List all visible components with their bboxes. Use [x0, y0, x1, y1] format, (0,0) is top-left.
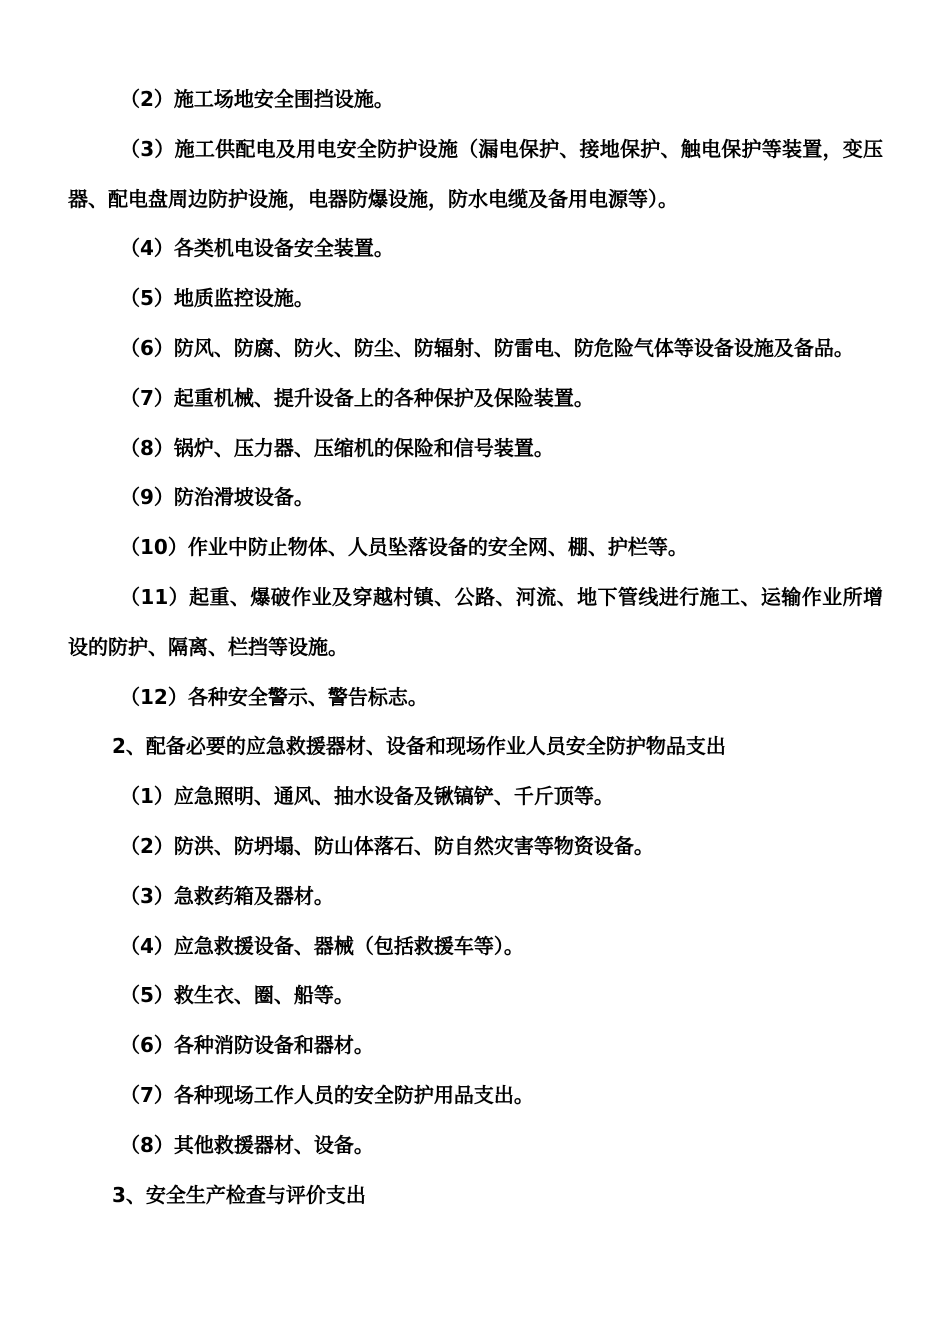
paragraph-subitem-6: （6）各种消防设备和器材。 — [120, 1033, 374, 1058]
paragraph-item-2: （2）施工场地安全围挡设施。 — [120, 87, 394, 111]
paragraph-subitem-1: （1）应急照明、通风、抽水设备及锹镐铲、千斤顶等。 — [120, 784, 614, 809]
document-body — [68, 75, 883, 1220]
paragraph-subitem-3: （3）急救药箱及器材。 — [120, 883, 334, 908]
paragraph-item-8: （8）锅炉、压力器、压缩机的保险和信号装置。 — [120, 435, 554, 460]
paragraph-item-10: （10）作业中防止物体、人员坠落设备的安全网、棚、护栏等。 — [120, 535, 688, 560]
paragraph-subitem-7: （7）各种现场工作人员的安全防护用品支出。 — [120, 1082, 534, 1107]
paragraph-item-6: （6）防风、防腐、防火、防尘、防辐射、防雷电、防危险气体等设备设施及备品。 — [120, 335, 854, 360]
paragraph-item-12: （12）各种安全警示、警告标志。 — [120, 684, 428, 709]
paragraph-item-3: （3）施工供配电及用电安全防护设施（漏电保护、接地保护、触电保护等装置，变压器、配电盘周边防护设施，电器防爆设施，防水电缆及备用电源等）。 — [68, 136, 883, 211]
paragraph-item-11: （11）起重、爆破作业及穿越村镇、公路、河流、地下管线进行施工、运输作业所增设的防护、隔离、栏挡等设施。 — [68, 584, 883, 659]
paragraph-subitem-5: （5）救生衣、圈、船等。 — [120, 983, 354, 1008]
paragraph-subitem-2: （2）防洪、防坍塌、防山体落石、防自然灾害等物资设备。 — [120, 833, 654, 858]
paragraph-subitem-8: （8）其他救援器材、设备。 — [120, 1132, 374, 1157]
paragraph-subitem-4: （4）应急救援设备、器械（包括救援车等）。 — [120, 933, 524, 958]
section-heading-2: 2、配备必要的应急救援器材、设备和现场作业人员安全防护物品支出 — [112, 734, 726, 759]
paragraph-item-4: （4）各类机电设备安全装置。 — [120, 236, 394, 261]
paragraph-item-9: （9）防治滑坡设备。 — [120, 485, 314, 510]
paragraph-item-5: （5）地质监控设施。 — [120, 286, 314, 311]
section-heading-3: 3、安全生产检查与评价支出 — [112, 1182, 366, 1207]
paragraph-item-7: （7）起重机械、提升设备上的各种保护及保险装置。 — [120, 385, 594, 410]
